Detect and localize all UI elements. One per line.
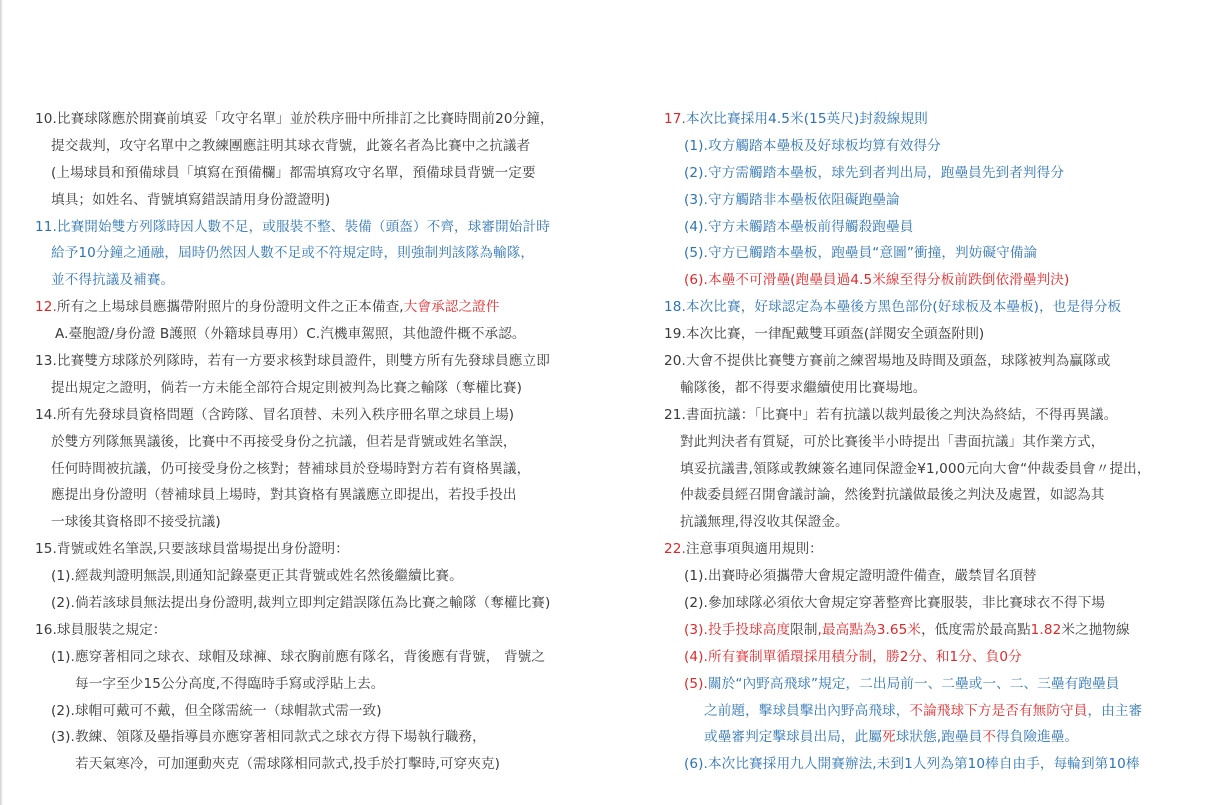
rule-line [35, 267, 595, 294]
rule-text: 輸隊後，都不得要求繼續使用比賽場地。 [680, 379, 927, 396]
rule-text: 填妥抗議書,領隊或教練簽名連同保證金¥1,000元向大會“仲裁委員會〃提出， [680, 460, 1151, 477]
rule-text: 13.比賽雙方球隊於列隊時，若有一方要求核對球員證件，則雙方所有先發球員應立即 [35, 353, 550, 370]
rule-text: 給予10分鐘之通融，屆時仍然因人數不足或不符規定時，則強制判該隊為輸隊， [51, 245, 535, 262]
rule-line [664, 375, 1184, 402]
rule-text: 15.背號或姓名筆誤,只要該球員當場提出身份證明： [35, 541, 349, 558]
rule-line [664, 106, 1184, 133]
rule-text: (1).出賽時必須攜帶大會規定證明證件備查，嚴禁冒名頂替 [684, 568, 1037, 585]
rule-line [35, 671, 595, 698]
rule-text: 19.本次比賽，一律配戴雙耳頭盔(詳閱安全頭盔附則) [664, 326, 985, 343]
rule-line [35, 348, 595, 375]
rule-text: (6).本次比賽採用九人開賽辦法,未到1人列為第10棒自由手，每輪到第10棒 [684, 756, 1140, 773]
rule-text: (2).守方需觸踏本壘板，球先到者判出局，跑壘員先到者判得分 [684, 164, 1065, 181]
rule-text: (2).參加球隊必須依大會規定穿著整齊比賽服裝，非比賽球衣不得下場 [684, 595, 1106, 612]
rule-line [664, 402, 1184, 429]
rule-line [35, 644, 595, 671]
rule-line [35, 214, 595, 241]
rule-text: 限制 [790, 621, 818, 638]
rule-text: 16.球員服裝之規定： [35, 621, 167, 638]
rule-text: 21.書面抗議：「比賽中」若有抗議以裁判最後之判決為終結，不得再異議。 [664, 406, 1118, 423]
rule-line [664, 617, 1184, 644]
rule-text: 1.82 [1030, 621, 1062, 638]
rule-text: 提交裁判，攻守名單中之教練團應註明其球衣背號，此簽名者為比賽中之抗議者 [51, 137, 531, 154]
rule-text: (2).倘若該球員無法提出身份證明,裁判立即判定錯誤隊伍為比賽之輸隊（奪權比賽) [51, 595, 551, 612]
rule-line [35, 429, 595, 456]
rule-text: 對此判決者有質疑，可於比賽後半小時提出「書面抗議」其作業方式， [680, 433, 1105, 450]
rule-line [664, 133, 1184, 160]
rules-column-right [664, 106, 1184, 778]
rule-line [35, 751, 595, 778]
rule-line [35, 536, 595, 563]
rule-line [664, 321, 1184, 348]
rule-line [664, 187, 1184, 214]
rule-text: 得負險進壘。 [996, 729, 1079, 746]
rule-line [35, 617, 595, 644]
rule-line [664, 160, 1184, 187]
page-edge [0, 0, 3, 805]
rule-line [35, 375, 595, 402]
rule-line [664, 456, 1184, 483]
rule-line [664, 644, 1184, 671]
rule-text: 於雙方列隊無異議後，比賽中不再接受身份之抗議，但若是背號或姓名筆誤， [51, 433, 517, 450]
rule-text: 抗議無理,得沒收其保證金。 [680, 514, 849, 531]
rule-line [664, 214, 1184, 241]
rule-line [35, 509, 595, 536]
rule-line [664, 482, 1184, 509]
rule-text: 球狀態,跑壘員 [895, 729, 983, 746]
rule-line [664, 724, 1184, 751]
rule-line [35, 563, 595, 590]
rule-text: (4).所有賽制單循環採用積分制，勝2分、和1分、負0分 [684, 648, 1022, 665]
rule-line [664, 698, 1184, 725]
rule-text: (上場球員和預備球員「填寫在預備欄」都需填寫攻守名單，預備球員背號一定要 [51, 164, 536, 181]
rules-column-left [35, 106, 595, 778]
rule-line [35, 482, 595, 509]
rule-line [664, 563, 1184, 590]
rule-text: 米之拋物線 [1061, 621, 1130, 638]
rule-text: 應提出身份證明（替補球員上場時，對其資格有異議應立即提出，若投手投出 [51, 487, 517, 504]
rule-text: (5). [684, 675, 708, 692]
rule-text: 並不得抗議及補賽。 [51, 272, 175, 289]
rule-line [664, 240, 1184, 267]
rule-text: (3).投手投球高度 [684, 621, 791, 638]
rule-text: (3).守方觸踏非本壘板依阻礙跑壘論 [684, 191, 900, 208]
rule-line [35, 724, 595, 751]
rule-line [35, 160, 595, 187]
rule-line [664, 509, 1184, 536]
rule-text: (5).守方已觸踏本壘板，跑壘員“意圖”衝撞，判妨礙守備論 [684, 245, 1038, 262]
rule-line [35, 456, 595, 483]
rule-line [664, 590, 1184, 617]
rule-text: 20.大會不提供比賽雙方賽前之練習場地及時間及頭盔，球隊被判為贏隊或 [664, 353, 1111, 370]
rule-text: 仲裁委員經召開會議討論，然後對抗議做最後之判決及處置，如認為其 [680, 487, 1105, 504]
rule-text: 12. [35, 299, 57, 316]
rule-line [35, 187, 595, 214]
rule-text: (6).本壘不可滑壘(跑壘員過4.5米線至得分板前跌倒依滑壘判決) [684, 272, 1070, 289]
rule-line [664, 294, 1184, 321]
rule-line [35, 106, 595, 133]
rule-line [664, 751, 1184, 778]
rule-text: 任何時間被抗議，仍可接受身份之核對；替補球員於登場時對方若有資格異議， [51, 460, 531, 477]
rule-text: 之前題，擊球員擊出內野高飛球， [704, 702, 910, 719]
rule-line [35, 133, 595, 160]
rule-line [664, 429, 1184, 456]
rule-line [35, 402, 595, 429]
rule-text: 11.比賽開始雙方列隊時因人數不足，或服裝不整、裝備（頭盔）不齊，球審開始計時 [35, 218, 550, 235]
rule-line [35, 240, 595, 267]
rule-text: A.臺胞證/身份證 B護照（外籍球員專用）C.汽機車駕照，其他證件概不承認。 [55, 326, 526, 343]
rule-line [664, 348, 1184, 375]
rule-text: 18.本次比賽，好球認定為本壘後方黑色部份(好球板及本壘板)，也是得分板 [664, 299, 1122, 316]
rule-text: 所有之上場球員應攜帶附照片的身份證明文件之正本備查, [56, 299, 404, 316]
rule-line [35, 321, 595, 348]
rule-text: 若天氣寒冷，可加運動夾克（需球隊相同款式,投手於打擊時,可穿夾克) [75, 756, 501, 773]
rule-line [35, 590, 595, 617]
rule-text: 17. [664, 111, 686, 127]
rule-text: 不 [982, 729, 997, 746]
rule-text: 大會承認之證件 [403, 299, 500, 316]
rule-text: (1).經裁判證明無誤,則通知記錄臺更正其背號或姓名然後繼續比賽。 [51, 568, 463, 585]
rule-text: ,最高點為3.65米 [817, 621, 922, 638]
rule-text: (1).攻方觸踏本壘板及好球板均算有效得分 [684, 137, 941, 154]
rule-text: 注意事項與適用規則： [685, 541, 823, 558]
rule-line [664, 671, 1184, 698]
rule-text: 不論飛球下方是否有無防守員 [909, 702, 1088, 719]
rule-text: 填具；如姓名、背號填寫錯誤請用身份證證明) [51, 191, 331, 208]
rule-text: 死 [882, 729, 896, 746]
rule-text: ，由主審 [1087, 702, 1143, 719]
rule-line [664, 536, 1184, 563]
rule-text: 10.比賽球隊應於開賽前填妥「攻守名單」並於秩序冊中所排訂之比賽時間前20分鐘， [35, 111, 554, 127]
rule-text: 關於“內野高飛球”規定，二出局前一、二壘或一、二、三壘有跑壘員 [707, 675, 1120, 692]
rule-text: 每一字至少15公分高度,不得臨時手寫或浮貼上去。 [75, 675, 385, 692]
rule-text: 本次比賽採用4.5米(15英尺)封殺線規則 [685, 111, 928, 127]
rule-text: 或壘審判定擊球員出局，此屬 [704, 729, 883, 746]
rule-text: 14.所有先發球員資格問題（含跨隊、冒名頂替、未列入秩序冊名單之球員上場) [35, 406, 515, 423]
rule-text: (4).守方未觸踏本壘板前得觸殺跑壘員 [684, 218, 914, 235]
rule-text: ，低度需於最高點 [921, 621, 1031, 638]
rule-text: (2).球帽可戴可不戴，但全隊需統一（球帽款式需一致) [51, 702, 382, 719]
rule-line [35, 294, 595, 321]
rule-line [35, 698, 595, 725]
rule-text: 提出規定之證明，倘若一方未能全部符合規定則被判為比賽之輸隊（奪權比賽) [51, 379, 522, 396]
rule-text: (1).應穿著相同之球衣、球帽及球褲、球衣胸前應有隊名，背後應有背號， 背號之 [51, 648, 545, 665]
rule-text: 一球後其資格即不接受抗議) [51, 514, 221, 531]
rule-line [664, 267, 1184, 294]
rule-text: (3).教練、領隊及壘指導員亦應穿著相同款式之球衣方得下場執行職務， [51, 729, 486, 746]
rule-text: 22. [664, 541, 686, 558]
